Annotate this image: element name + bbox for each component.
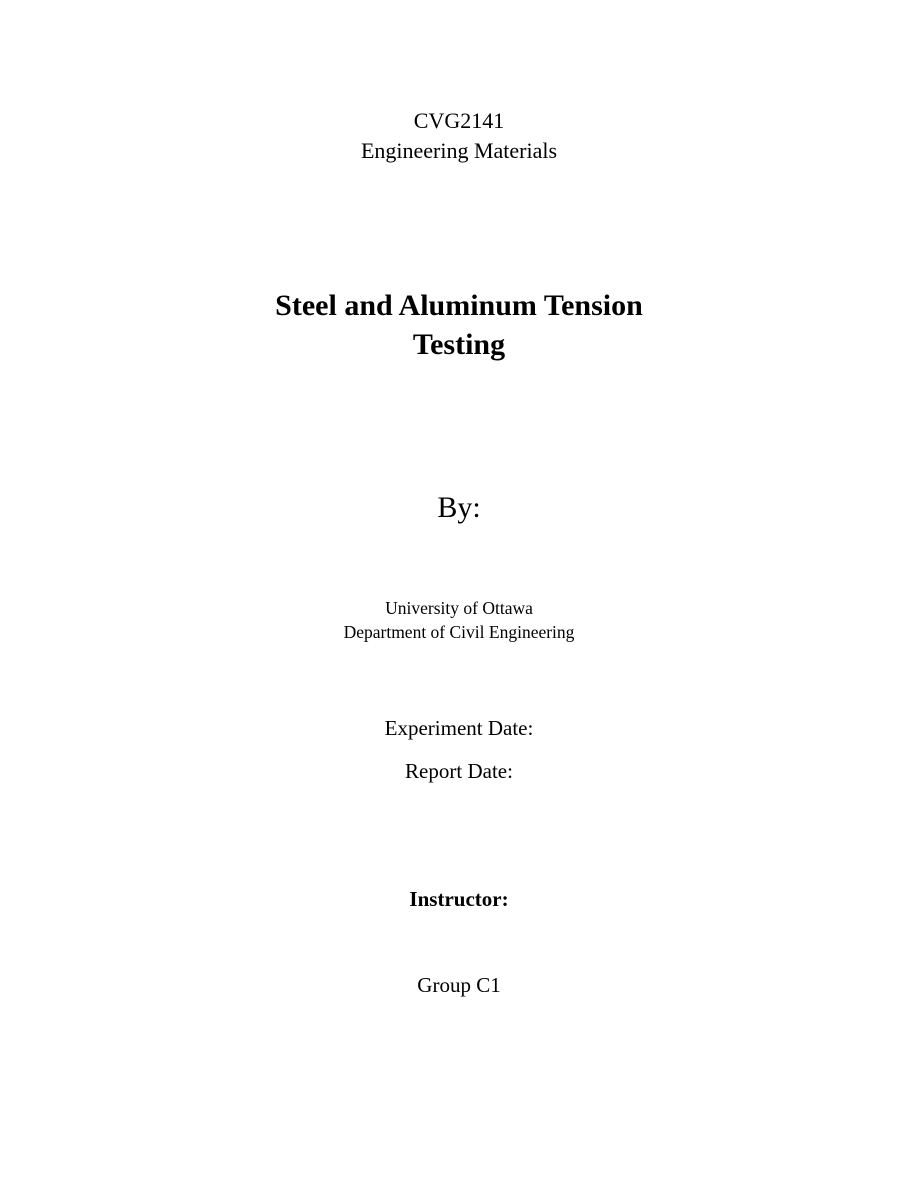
experiment-date-label: Experiment Date: xyxy=(384,716,534,740)
course-code: CVG2141 xyxy=(413,108,505,133)
report-title: Steel and Aluminum Tension Testing xyxy=(275,289,643,361)
course-name: Engineering Materials xyxy=(360,138,558,163)
instructor-label: Instructor: xyxy=(409,887,509,911)
university-name: University of Ottawa xyxy=(385,598,533,618)
by-label: By: xyxy=(437,491,481,524)
group-name: Group C1 xyxy=(417,973,501,997)
report-date-label: Report Date: xyxy=(405,759,513,783)
department-name: Department of Civil Engineering xyxy=(343,622,575,642)
